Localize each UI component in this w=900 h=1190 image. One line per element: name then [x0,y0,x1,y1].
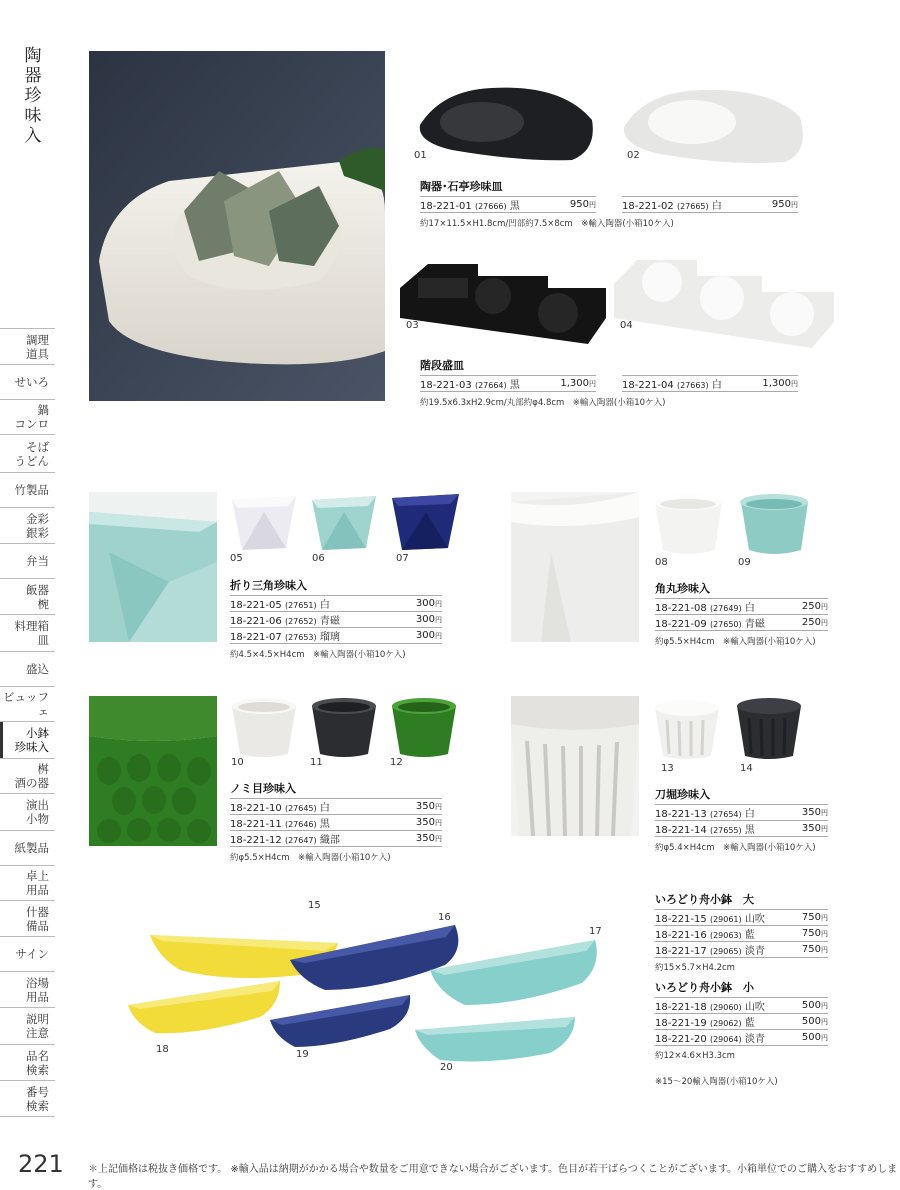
nav-item[interactable] [0,328,55,365]
nav-item-label: 調理 道具 [26,332,49,361]
nav-item-label: 小鉢 珍味入 [14,726,49,754]
price-row: 18-221-03 (27664) 黒 1,300円 [420,375,596,392]
product-image-14 [733,694,805,762]
product-note: 約19.5x6.3xH2.9cm/丸部約φ4.8cm ※輸入陶器(小箱10ケ入) [420,398,666,408]
nav-item-label: 飯器 椀 [26,582,49,611]
item-number: 12 [390,757,403,768]
price-row: 18-221-20 (29064) 淡青 500円 [655,1032,828,1045]
closeup-photo-ori-sankaku [89,492,217,642]
product-title: 角丸珍味入 [655,582,710,595]
product-image-05 [228,492,300,554]
product-block-ori-sankaku [230,577,442,660]
product-block-nomime [230,780,442,863]
nav-item[interactable] [0,615,55,652]
product-image-07 [388,490,463,554]
nav-item-label: ビュッフェ [3,690,49,718]
item-number: 18 [156,1044,169,1055]
item-number: 01 [414,150,427,161]
price-row: 18-221-05 (27651) 白 300円 [230,595,442,612]
item-number: 19 [296,1049,309,1060]
nav-item-label: 料理箱 皿 [14,619,49,647]
item-number: 14 [740,763,753,774]
nav-item-label: 弁当 [26,554,49,568]
footer-note: ＊上記価格は税抜き価格です。 ※輸入品は納期がかかる場合や数量をご用意できない場合がございます。色目が若干ばらつくことがございます。小箱単位でのご購入をおすすめします。 [88,1164,898,1190]
nav-item-label: 番号 検索 [26,1084,49,1113]
product-note: 約17×11.5×H1.8cm/凹部約7.5×8cm ※輸入陶器(小箱10ケ入) [420,219,674,229]
nav-item-label: 桝 酒の器 [14,762,49,790]
nav-item[interactable] [0,937,55,972]
price-row: 18-221-01 (27666) 黒 950円 [420,196,596,213]
nav-item[interactable] [0,722,55,759]
price-row: 18-221-16 (29063) 藍 750円 [655,928,828,941]
nav-item[interactable] [0,365,55,400]
nav-item[interactable] [0,1081,55,1117]
page-number: 221 [18,1150,64,1178]
item-number: 06 [312,553,325,564]
item-number: 09 [738,557,751,568]
item-number: 02 [627,150,640,161]
nav-item[interactable] [0,1045,55,1081]
product-title: 刀堀珍味入 [655,788,710,801]
product-image-02 [620,82,810,172]
price-row: 18-221-17 (29065) 淡青 750円 [655,944,828,957]
product-title-large: いろどり舟小鉢 大 [655,893,754,906]
price-row: 18-221-02 (27665) 白 950円 [622,196,798,213]
nav-item[interactable] [0,831,55,866]
price-row: 18-221-11 (27646) 黒 350円 [230,817,442,830]
product-block-kakumaru [655,580,828,647]
product-image-08 [651,492,726,558]
price-row: 18-221-07 (27653) 瑠璃 300円 [230,630,442,643]
nav-item-label: 紙製品 [14,841,49,855]
nav-item-label: 浴場 用品 [26,975,49,1004]
product-note: 約12×4.6×H3.3cm [655,1051,735,1061]
nav-item-label: そば うどん [14,439,49,468]
item-number: 04 [620,320,633,331]
price-row: 18-221-15 (29061) 山吹 750円 [655,909,828,926]
nav-item[interactable] [0,1008,55,1045]
closeup-photo-nomime [89,696,217,846]
product-block-kaidan [420,357,800,408]
nav-item[interactable] [0,435,55,473]
nav-item[interactable] [0,579,55,615]
price-row: 18-221-18 (29060) 山吹 500円 [655,997,828,1014]
item-number: 16 [438,912,451,923]
product-image-01 [412,80,602,170]
nav-item-label: 演出 小物 [26,798,49,826]
item-number: 20 [440,1062,453,1073]
section-title-vertical: 陶 器 珍 味 入 [24,46,42,146]
nav-item[interactable] [0,866,55,901]
nav-item[interactable] [0,794,55,831]
price-row: 18-221-06 (27652) 青磁 300円 [230,614,442,627]
item-number: 13 [661,763,674,774]
nav-item[interactable] [0,508,55,544]
item-number: 05 [230,553,243,564]
product-title: 階段盛皿 [420,359,464,372]
price-row: 18-221-09 (27650) 青磁 250円 [655,617,828,630]
product-note: 約φ5.4×H4cm ※輸入陶器(小箱10ケ入) [655,843,816,853]
nav-item-label: サイン [15,947,49,961]
nav-item-label: 卓上 用品 [26,869,49,897]
product-image-13 [651,696,723,762]
price-row: 18-221-04 (27663) 白 1,300円 [622,375,798,392]
nav-item[interactable] [0,473,55,508]
nav-item-label: 鍋 コンロ [14,403,49,431]
product-block-irodori-fune [655,891,828,1087]
price-row: 18-221-08 (27649) 白 250円 [655,598,828,615]
product-block-tobori [655,786,828,853]
product-image-09 [737,490,812,558]
product-note: 約φ5.5×H4cm ※輸入陶器(小箱10ケ入) [230,853,391,863]
item-number: 15 [308,900,321,911]
boat-bowls-photo [120,905,620,1075]
product-image-12 [388,694,460,760]
item-number: 10 [231,757,244,768]
nav-item[interactable] [0,544,55,579]
price-row: 18-221-14 (27655) 黒 350円 [655,823,828,836]
price-row: 18-221-12 (27647) 織部 350円 [230,833,442,846]
product-note-all: ※15〜20輸入陶器(小箱10ケ入) [655,1077,778,1087]
nav-item[interactable] [0,972,55,1008]
nav-item-label: 説明 注意 [26,1012,49,1040]
product-note: 約φ5.5×H4cm ※輸入陶器(小箱10ケ入) [655,637,816,647]
category-nav [0,328,55,1117]
item-number: 11 [310,757,323,768]
product-image-11 [308,694,380,760]
nav-item-label: 什器 備品 [26,904,49,933]
product-image-06 [308,492,380,554]
nav-item-label: 金彩 銀彩 [26,511,49,540]
product-image-04 [612,256,837,351]
nav-item[interactable] [0,687,55,722]
nav-item-label: 竹製品 [14,483,49,497]
nav-item-label: せいろ [14,375,49,389]
price-row: 18-221-10 (27645) 白 350円 [230,798,442,815]
product-title-small: いろどり舟小鉢 小 [655,981,754,994]
price-row: 18-221-19 (29062) 藍 500円 [655,1016,828,1029]
product-title: ノミ目珍味入 [230,782,296,795]
price-row: 18-221-13 (27654) 白 350円 [655,804,828,821]
nav-item-label: 盛込 [26,662,49,676]
item-number: 08 [655,557,668,568]
product-image-03 [398,258,608,348]
product-note: 約15×5.7×H4.2cm [655,963,735,973]
item-number: 07 [396,553,409,564]
closeup-photo-kakumaru [511,492,639,642]
item-number: 03 [406,320,419,331]
nav-item[interactable] [0,901,55,937]
hero-photo [89,51,385,401]
item-number: 17 [589,926,602,937]
product-image-10 [228,694,300,760]
product-title: 陶器･石亭珍味皿 [420,180,503,193]
closeup-photo-tobori [511,696,639,836]
product-block-seki-tei [420,178,800,229]
nav-item[interactable] [0,652,55,687]
product-title: 折り三角珍味入 [230,579,307,592]
nav-item[interactable] [0,759,55,794]
product-note: 約4.5×4.5×H4cm ※輸入陶器(小箱10ケ入) [230,650,406,660]
nav-item[interactable] [0,400,55,435]
nav-item-label: 品名 検索 [26,1048,49,1077]
